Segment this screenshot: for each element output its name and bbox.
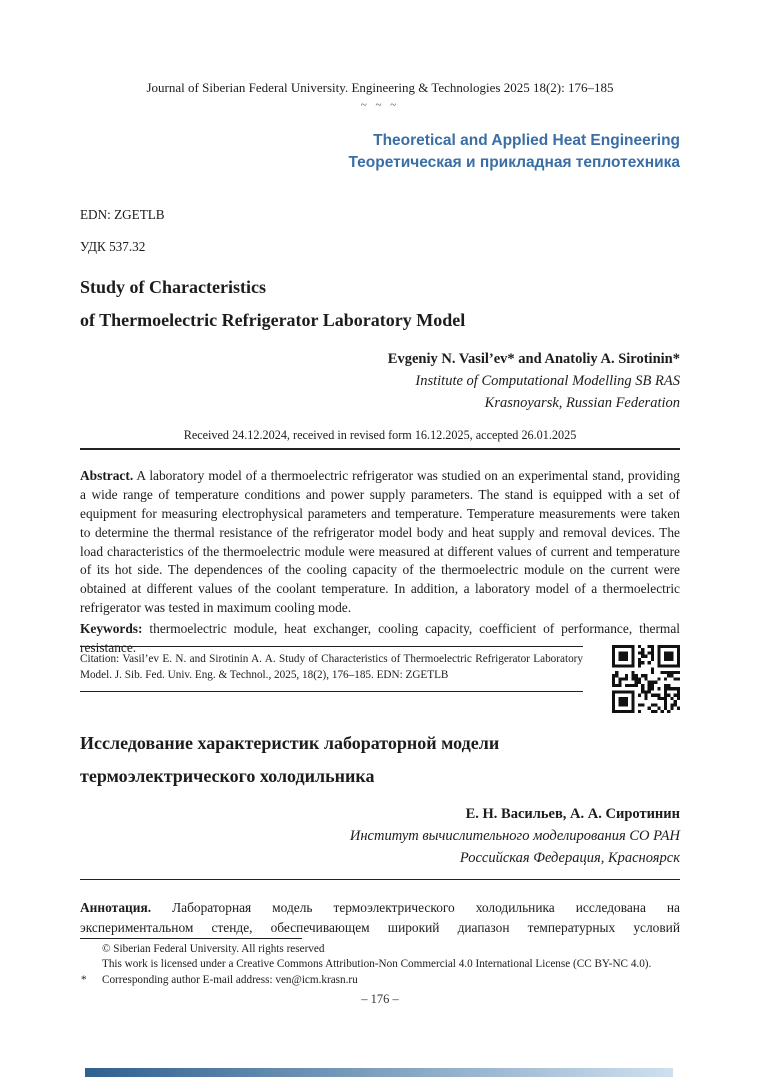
citation-block [80,646,680,713]
abstract-paragraph [80,467,680,617]
article-title-ru-line1: Исследование характеристик лабораторной модели [80,733,500,753]
page-number: – 176 – [361,992,399,1006]
authors-ru: Е. Н. Васильев, А. А. Сиротинин [465,806,680,822]
keywords-text: thermoelectric module, heat exchanger, cooling capacity, coefficient of performance, thermal resistance. [80,621,680,656]
journal-header-line: Journal of Siberian Federal University. Engineering & Technologies 2025 18(2): 176–185 [146,80,614,95]
affiliation-en: Institute of Computational Modelling SB RAS [415,373,680,389]
rubric-english: Theoretical and Applied Heat Engineering [373,132,680,149]
article-title-en [80,271,680,337]
affiliation-ru: Институт вычислительного моделирования СО РАН [349,828,680,844]
footnotes-block [80,942,680,988]
article-title-ru-line2: термоэлектрического холодильника [80,766,375,786]
article-title-en-line2: of Thermoelectric Refrigerator Laboratory Model [80,310,466,330]
qr-code-icon [612,645,680,713]
divider-above-annotation [80,879,680,880]
location-ru: Российская Федерация, Красноярск [459,850,680,866]
corresponding-author-line [80,973,680,988]
authors-block-en [80,348,680,414]
footer-accent-bar [85,1068,673,1077]
received-dates: Received 24.12.2024, received in revised form 16.12.2025, accepted 26.01.2025 [183,428,577,442]
abstract-text: A laboratory model of a thermoelectric refrigerator was studied on an experimental stand, providing a wide range of temperature conditions and power supply parameters. The stand is equipped with a set of equipment for measuring electrophysical parameters and temperature. Temperature measurements were taken to determine the thermal resistance of the refrigerator model body and heat supply and removal devices. The load characteristics of the thermoelectric module were measured at different values of current and temperature of its hot side. The dependences of the cooling capacity of the thermoelectric module on the current were obtained at different values of the coolant temperature. In addition, a laboratory model of a thermoelectric refrigerator was tested in maximum cooling mode. [80,468,680,615]
tilde-separator: ~ ~ ~ [360,99,400,111]
copyright-text: © Siberian Federal University. All rights reserved [102,943,325,955]
authors-block-ru [80,803,680,869]
location-en: Krasnoyarsk, Russian Federation [484,395,680,411]
annotation-text: Лабораторная модель термоэлектрического холодильника исследована на экспериментальном стенде, обеспечивающем широкий диапазон температурных условий [80,900,680,935]
article-title-ru [80,727,680,793]
divider-above-abstract [80,448,680,450]
abstract-label: Abstract. [80,468,134,484]
asterisk-marker: * [81,973,87,986]
license-line [80,957,680,972]
section-rubric [80,130,680,174]
keywords-label: Keywords: [80,621,143,637]
annotation-label: Аннотация. [80,900,152,916]
article-title-en-line1: Study of Characteristics [80,277,266,297]
edn-code: EDN: ZGETLB [80,207,165,222]
rubric-russian: Теоретическая и прикладная теплотехника [348,154,680,171]
footnote-divider [80,938,302,939]
corresponding-author-text: Corresponding author E-mail address: ven@icm.krasn.ru [102,973,358,986]
copyright-line [80,942,680,957]
citation-text: Citation: Vasil’ev E. N. and Sirotinin A. A. Study of Characteristics of Thermoelectric Refrigerator Laboratory Model. J. Sib. Fed. Univ. Eng. & Technol., 2025, 18(2), 176–185. EDN: ZGETLB [80,646,583,692]
udk-code: УДК 537.32 [80,239,146,254]
license-text: This work is licensed under a Creative Commons Attribution-Non Commercial 4.0 International License (CC BY-NC 4.0). [102,958,652,971]
authors-en: Evgeniy N. Vasil’ev* and Anatoliy A. Sirotinin* [387,351,680,367]
annotation-paragraph [80,898,680,937]
